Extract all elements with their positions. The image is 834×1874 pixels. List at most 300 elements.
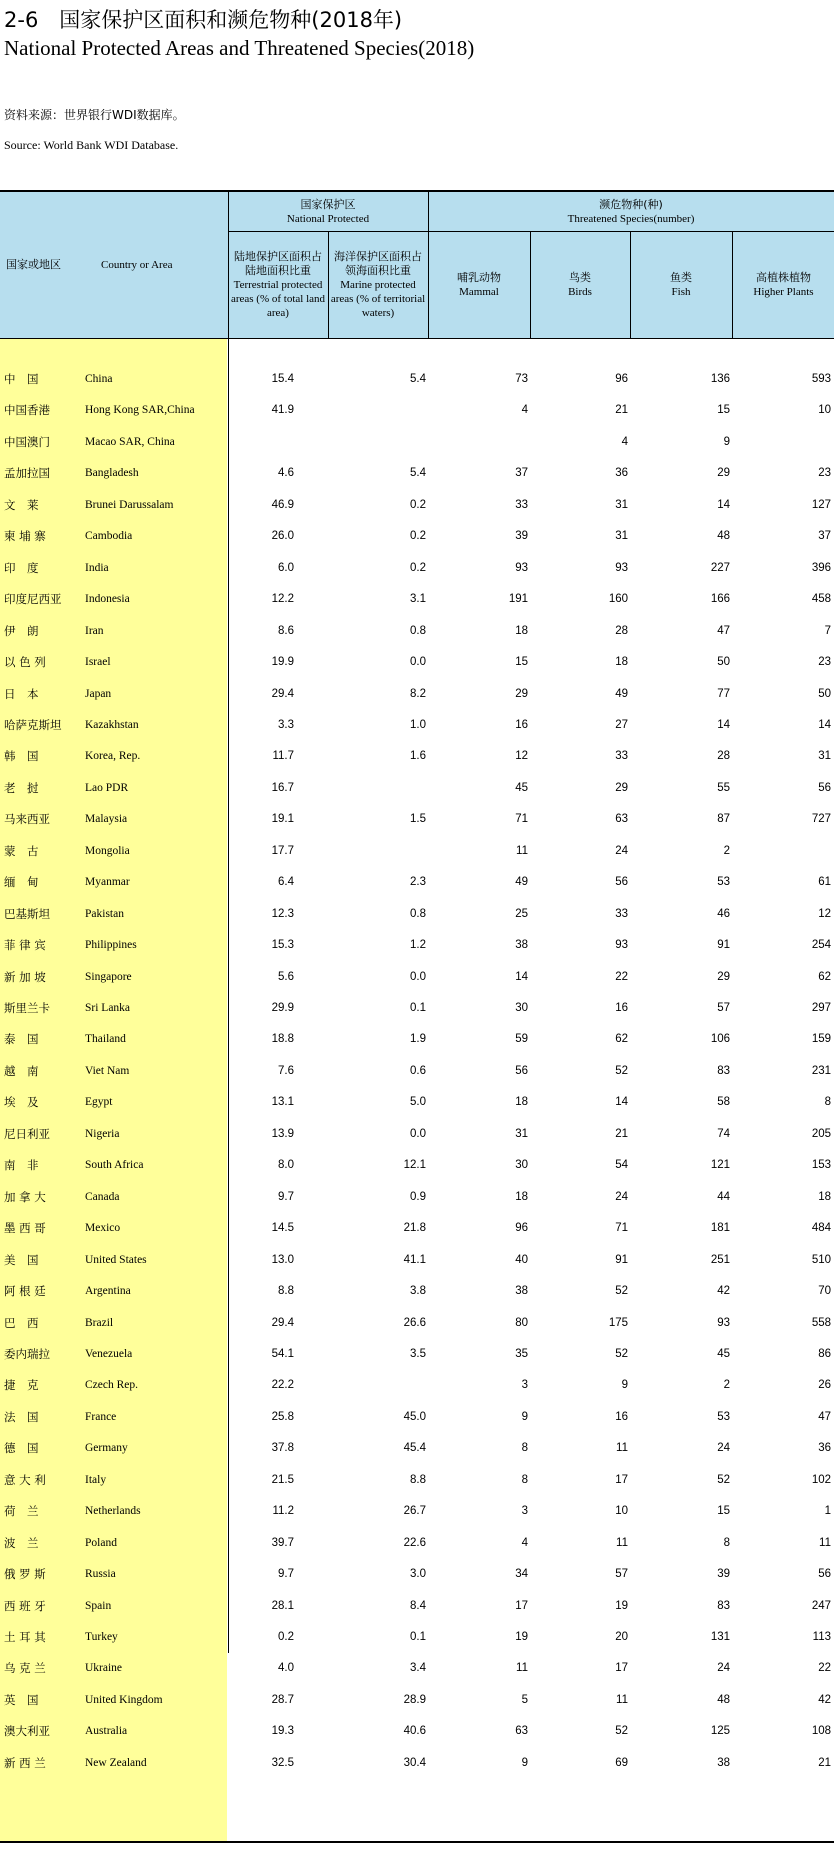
cell-terr: 19.3 <box>271 1725 294 1738</box>
cell-cn: 缅 甸 <box>4 875 39 890</box>
table-row <box>0 1747 834 1779</box>
cell-plants: 510 <box>811 1253 831 1266</box>
table-row <box>0 898 834 930</box>
cell-marine: 0.1 <box>410 1631 426 1643</box>
cell-fish: 42 <box>717 1285 730 1298</box>
cell-fish: 55 <box>717 781 730 794</box>
cell-marine: 45.0 <box>403 1410 426 1423</box>
cell-plants: 484 <box>811 1222 831 1235</box>
cell-en: Venezuela <box>85 1347 133 1360</box>
cell-cn: 澳大利亚 <box>4 1724 50 1739</box>
cell-cn: 南 非 <box>4 1158 39 1173</box>
cell-fish: 29 <box>717 970 730 983</box>
cell-cn: 韩 国 <box>4 749 39 764</box>
cell-marine: 3.5 <box>410 1347 426 1360</box>
table-row <box>0 992 834 1024</box>
cell-fish: 93 <box>717 1316 730 1329</box>
cell-mammal: 29 <box>515 687 528 700</box>
cell-fish: 28 <box>717 750 730 763</box>
cell-birds: 11 <box>616 1693 628 1706</box>
table-row <box>0 457 834 489</box>
cell-birds: 29 <box>615 781 628 794</box>
cell-mammal: 37 <box>515 467 528 480</box>
cell-cn: 墨 西 哥 <box>4 1221 46 1236</box>
cell-marine: 0.9 <box>410 1190 426 1203</box>
cell-plants: 205 <box>811 1127 831 1140</box>
cell-fish: 227 <box>710 561 730 574</box>
cell-terr: 26.0 <box>271 530 294 543</box>
cell-fish: 53 <box>717 1410 730 1423</box>
cell-marine: 0.1 <box>410 1002 426 1014</box>
cell-cn: 新 西 兰 <box>4 1755 46 1770</box>
cell-terr: 29.4 <box>271 687 294 700</box>
cell-fish: 106 <box>710 1033 730 1046</box>
cell-marine: 3.8 <box>410 1285 426 1298</box>
cell-birds: 71 <box>615 1222 628 1235</box>
cell-en: Brazil <box>85 1316 114 1329</box>
cell-birds: 24 <box>615 1190 628 1203</box>
cell-marine: 5.4 <box>410 467 426 480</box>
table-row <box>0 1244 834 1276</box>
table-row <box>0 772 834 804</box>
cell-marine: 30.4 <box>403 1756 426 1769</box>
cell-plants: 37 <box>818 530 831 543</box>
cell-cn: 蒙 古 <box>4 843 39 858</box>
cell-mammal: 49 <box>515 876 528 889</box>
cell-en: Spain <box>85 1599 112 1612</box>
cell-terr: 16.7 <box>271 781 294 794</box>
cell-terr: 12.3 <box>271 907 294 920</box>
cell-marine: 28.9 <box>403 1693 426 1706</box>
header-ts-en: Threatened Species(number) <box>567 212 695 225</box>
cell-marine: 12.1 <box>403 1159 426 1172</box>
cell-en: Mongolia <box>85 844 130 857</box>
cell-fish: 50 <box>717 656 730 669</box>
cell-cn: 印 度 <box>4 560 39 575</box>
cell-en: Poland <box>85 1536 117 1549</box>
cell-terr: 19.1 <box>271 813 294 826</box>
cell-terr: 19.9 <box>271 656 294 669</box>
cell-terr: 6.4 <box>278 876 294 889</box>
cell-en: Korea, Rep. <box>85 750 141 763</box>
cell-fish: 48 <box>717 530 730 543</box>
cell-mammal: 71 <box>515 813 528 826</box>
cell-birds: 31 <box>615 530 628 543</box>
header-mammal-en: Mammal <box>459 286 499 298</box>
cell-mammal: 93 <box>515 561 528 574</box>
cell-fish: 251 <box>710 1253 730 1266</box>
table-row <box>0 583 834 615</box>
cell-marine: 1.0 <box>410 718 426 731</box>
cell-mammal: 18 <box>515 1190 528 1203</box>
cell-mammal: 8 <box>521 1473 528 1486</box>
cell-birds: 27 <box>615 718 628 731</box>
cell-fish: 46 <box>717 907 730 920</box>
cell-cn: 老 挝 <box>4 780 39 795</box>
cell-terr: 15.4 <box>271 373 294 385</box>
cell-marine: 0.0 <box>410 970 426 983</box>
cell-birds: 19 <box>615 1599 628 1612</box>
cell-en: Cambodia <box>85 530 133 543</box>
cell-terr: 37.8 <box>271 1442 294 1455</box>
table-row <box>0 552 834 584</box>
cell-terr: 32.5 <box>271 1756 294 1769</box>
table-row <box>0 961 834 993</box>
cell-en: Kazakhstan <box>85 718 139 731</box>
cell-plants: 102 <box>811 1473 831 1486</box>
cell-plants: 108 <box>811 1725 831 1738</box>
cell-plants: 56 <box>818 1568 831 1581</box>
header-np-cn: 国家保护区 <box>300 197 356 211</box>
cell-birds: 36 <box>615 467 628 480</box>
cell-birds: 4 <box>621 435 628 448</box>
cell-birds: 11 <box>616 1442 628 1455</box>
cell-birds: 63 <box>615 813 628 826</box>
cell-terr: 4.0 <box>278 1662 294 1675</box>
table-row <box>0 520 834 552</box>
cell-cn: 阿 根 廷 <box>4 1284 46 1299</box>
cell-plants: 50 <box>818 687 831 700</box>
cell-marine: 0.2 <box>410 561 426 574</box>
cell-plants: 61 <box>818 876 831 889</box>
cell-fish: 2 <box>723 1379 730 1392</box>
cell-mammal: 11 <box>516 844 528 857</box>
cell-terr: 3.3 <box>278 718 294 731</box>
cell-fish: 121 <box>710 1159 730 1172</box>
cell-fish: 57 <box>717 1002 730 1014</box>
cell-fish: 14 <box>717 498 730 511</box>
cell-plants: 558 <box>811 1316 831 1329</box>
header-terrestrial-en: Terrestrial protected areas (% of total land area) <box>230 279 326 319</box>
cell-mammal: 25 <box>515 907 528 920</box>
cell-fish: 125 <box>710 1725 730 1738</box>
cell-birds: 20 <box>615 1631 628 1643</box>
cell-en: Thailand <box>85 1033 126 1046</box>
cell-en: United States <box>85 1253 147 1266</box>
cell-cn: 泰 国 <box>4 1032 39 1047</box>
cell-fish: 48 <box>717 1693 730 1706</box>
cell-mammal: 8 <box>521 1442 528 1455</box>
cell-fish: 91 <box>717 939 730 952</box>
cell-cn: 加 拿 大 <box>4 1189 46 1204</box>
page-title-chinese: 2-6 国家保护区面积和濒危物种(2018年) <box>4 8 403 32</box>
cell-en: Netherlands <box>85 1505 141 1518</box>
cell-fish: 58 <box>717 1096 730 1109</box>
cell-marine: 26.6 <box>403 1316 426 1329</box>
cell-fish: 24 <box>717 1442 730 1455</box>
cell-terr: 14.5 <box>271 1222 294 1235</box>
header-plants <box>733 232 834 338</box>
cell-birds: 52 <box>615 1725 628 1738</box>
cell-marine: 1.6 <box>410 750 426 763</box>
cell-en: Viet Nam <box>85 1064 130 1077</box>
cell-fish: 44 <box>717 1190 730 1203</box>
cell-cn: 中 国 <box>4 372 39 386</box>
cell-en: France <box>85 1410 117 1423</box>
cell-marine: 22.6 <box>403 1536 426 1549</box>
table-row <box>0 1590 834 1622</box>
cell-cn: 文 莱 <box>4 497 39 512</box>
cell-birds: 69 <box>615 1756 628 1769</box>
cell-marine: 0.2 <box>410 530 426 543</box>
cell-terr: 15.3 <box>271 939 294 952</box>
cell-mammal: 80 <box>515 1316 528 1329</box>
cell-plants: 12 <box>818 907 831 920</box>
header-plants-cn: 高植株植物 <box>756 271 811 284</box>
cell-fish: 181 <box>710 1222 730 1235</box>
cell-birds: 17 <box>615 1662 628 1675</box>
cell-mammal: 18 <box>515 624 528 637</box>
cell-en: Pakistan <box>85 907 124 920</box>
cell-birds: 28 <box>615 624 628 637</box>
header-terrestrial-cn: 陆地保护区面积占陆地面积比重 <box>234 250 322 277</box>
cell-en: Iran <box>85 624 104 637</box>
cell-en: Philippines <box>85 939 137 952</box>
cell-terr: 8.6 <box>278 624 294 637</box>
cell-plants: 10 <box>818 404 831 417</box>
cell-plants: 18 <box>818 1190 831 1203</box>
cell-fish: 9 <box>723 435 730 448</box>
cell-birds: 160 <box>608 593 628 606</box>
cell-en: United Kingdom <box>85 1693 163 1706</box>
header-fish <box>631 232 731 338</box>
table-row <box>0 394 834 426</box>
cell-fish: 29 <box>717 467 730 480</box>
cell-plants: 1 <box>824 1505 831 1518</box>
cell-marine: 45.4 <box>403 1442 426 1455</box>
cell-marine: 0.6 <box>410 1064 426 1077</box>
cell-terr: 21.5 <box>271 1473 294 1486</box>
table-row <box>0 1023 834 1055</box>
cell-terr: 8.8 <box>278 1285 294 1298</box>
cell-plants: 8 <box>824 1096 831 1109</box>
cell-marine: 8.8 <box>410 1473 426 1486</box>
cell-en: New Zealand <box>85 1756 147 1769</box>
cell-en: Sri Lanka <box>85 1002 131 1014</box>
cell-cn: 孟加拉国 <box>4 466 50 481</box>
table-row <box>0 1432 834 1464</box>
cell-cn: 以 色 列 <box>4 655 46 670</box>
cell-plants: 31 <box>818 750 831 763</box>
cell-cn: 印度尼西亚 <box>4 592 62 607</box>
table-row <box>0 740 834 772</box>
table-row <box>0 1715 834 1747</box>
cell-birds: 21 <box>615 1127 628 1140</box>
cell-fish: 77 <box>717 687 730 700</box>
cell-plants: 62 <box>818 970 831 983</box>
cell-marine: 1.2 <box>410 939 426 952</box>
cell-plants: 153 <box>811 1159 831 1172</box>
table-row <box>0 866 834 898</box>
header-country-label <box>0 192 228 338</box>
cell-plants: 297 <box>811 1002 831 1014</box>
cell-fish: 15 <box>717 1505 730 1518</box>
cell-marine: 21.8 <box>403 1222 426 1235</box>
cell-birds: 54 <box>615 1159 628 1172</box>
cell-cn: 荷 兰 <box>4 1504 39 1519</box>
header-mammal-cn: 哺乳动物 <box>457 271 501 284</box>
cell-fish: 166 <box>710 593 730 606</box>
cell-birds: 93 <box>615 561 628 574</box>
cell-cn: 越 南 <box>4 1063 39 1078</box>
cell-marine: 40.6 <box>403 1725 426 1738</box>
cell-fish: 14 <box>717 718 730 731</box>
cell-marine: 1.9 <box>410 1033 426 1046</box>
table-row <box>0 1212 834 1244</box>
cell-cn: 德 国 <box>4 1441 39 1456</box>
cell-mammal: 18 <box>515 1096 528 1109</box>
cell-fish: 45 <box>717 1347 730 1360</box>
cell-birds: 14 <box>615 1096 628 1109</box>
table-row <box>0 1118 834 1150</box>
cell-terr: 25.8 <box>271 1410 294 1423</box>
cell-mammal: 39 <box>515 530 528 543</box>
cell-fish: 2 <box>723 844 730 857</box>
cell-fish: 38 <box>717 1756 730 1769</box>
cell-cn: 英 国 <box>4 1692 39 1707</box>
cell-birds: 24 <box>615 844 628 857</box>
header-birds-en: Birds <box>568 286 592 298</box>
cell-terr: 4.6 <box>278 467 294 480</box>
cell-terr: 0.2 <box>278 1631 294 1643</box>
cell-plants: 42 <box>818 1693 831 1706</box>
cell-en: Myanmar <box>85 876 130 889</box>
cell-terr: 13.9 <box>271 1127 294 1140</box>
header-np-label <box>228 192 428 231</box>
page-title-english: National Protected Areas and Threatened Species(2018) <box>4 36 475 60</box>
cell-en: Hong Kong SAR,China <box>85 404 195 417</box>
cell-plants: 458 <box>811 593 831 606</box>
cell-mammal: 45 <box>515 781 528 794</box>
cell-mammal: 59 <box>515 1033 528 1046</box>
cell-terr: 6.0 <box>278 561 294 574</box>
cell-birds: 16 <box>615 1002 628 1014</box>
cell-birds: 175 <box>608 1316 628 1329</box>
cell-mammal: 191 <box>508 593 528 606</box>
table-row <box>0 1621 834 1653</box>
source-note-english: Source: World Bank WDI Database. <box>4 138 179 152</box>
cell-plants: 7 <box>824 624 831 637</box>
cell-plants: 26 <box>818 1379 831 1392</box>
table-row <box>0 1464 834 1496</box>
cell-terr: 41.9 <box>271 404 294 417</box>
cell-en: Turkey <box>85 1631 118 1643</box>
cell-mammal: 12 <box>515 750 528 763</box>
cell-en: Brunei Darussalam <box>85 498 174 511</box>
cell-terr: 18.8 <box>271 1033 294 1046</box>
cell-mammal: 5 <box>521 1693 528 1706</box>
table-row <box>0 1558 834 1590</box>
source-note-chinese: 资料来源：世界银行WDI数据库。 <box>4 108 185 122</box>
cell-plants: 14 <box>818 718 831 731</box>
cell-en: Mexico <box>85 1222 121 1235</box>
cell-birds: 10 <box>615 1505 628 1518</box>
cell-en: Australia <box>85 1725 128 1738</box>
cell-fish: 8 <box>723 1536 730 1549</box>
cell-en: China <box>85 373 113 385</box>
cell-mammal: 3 <box>521 1505 528 1518</box>
cell-terr: 22.2 <box>271 1379 294 1392</box>
cell-mammal: 4 <box>521 404 528 417</box>
header-mammal <box>429 232 529 338</box>
table-row <box>0 646 834 678</box>
table-row <box>0 1275 834 1307</box>
table-row <box>0 835 834 867</box>
cell-cn: 巴基斯坦 <box>4 906 50 921</box>
cell-cn: 乌 克 兰 <box>4 1661 46 1676</box>
header-ts-cn: 濒危物种(种) <box>599 197 663 211</box>
cell-terr: 28.1 <box>271 1599 294 1612</box>
cell-cn: 哈萨克斯坦 <box>4 717 62 732</box>
cell-marine: 0.8 <box>410 624 426 637</box>
cell-cn: 伊 朗 <box>4 623 39 638</box>
table-row <box>0 1652 834 1684</box>
cell-birds: 31 <box>615 498 628 511</box>
cell-birds: 56 <box>615 876 628 889</box>
cell-terr: 11.7 <box>272 750 294 763</box>
cell-terr: 13.0 <box>271 1253 294 1266</box>
table-row <box>0 489 834 521</box>
cell-fish: 39 <box>717 1568 730 1581</box>
cell-mammal: 30 <box>515 1002 528 1014</box>
cell-birds: 96 <box>615 373 628 385</box>
cell-en: Bangladesh <box>85 467 139 480</box>
cell-en: India <box>85 561 109 574</box>
cell-mammal: 19 <box>515 1631 528 1643</box>
cell-terr: 7.6 <box>278 1064 294 1077</box>
cell-plants: 247 <box>811 1599 831 1612</box>
table-row <box>0 1181 834 1213</box>
cell-terr: 9.7 <box>278 1190 294 1203</box>
cell-birds: 62 <box>615 1033 628 1046</box>
cell-en: Macao SAR, China <box>85 435 175 448</box>
header-fish-cn: 鱼类 <box>670 271 692 284</box>
cell-terr: 29.9 <box>271 1002 294 1014</box>
header-marine-en: Marine protected areas (% of territorial waters) <box>330 279 426 319</box>
cell-cn: 斯里兰卡 <box>4 1001 50 1015</box>
cell-cn: 中国香港 <box>4 403 50 418</box>
cell-birds: 21 <box>615 404 628 417</box>
cell-mammal: 56 <box>515 1064 528 1077</box>
cell-marine: 26.7 <box>403 1505 426 1518</box>
cell-en: Argentina <box>85 1285 131 1298</box>
cell-fish: 47 <box>717 624 730 637</box>
cell-birds: 33 <box>615 907 628 920</box>
cell-cn: 西 班 牙 <box>4 1598 46 1613</box>
cell-marine: 41.1 <box>403 1253 426 1266</box>
cell-mammal: 31 <box>515 1127 528 1140</box>
table-row <box>0 1338 834 1370</box>
cell-terr: 12.2 <box>271 593 294 606</box>
cell-terr: 46.9 <box>271 498 294 511</box>
cell-cn: 土 耳 其 <box>4 1630 46 1644</box>
cell-cn: 俄 罗 斯 <box>4 1567 46 1582</box>
cell-mammal: 9 <box>521 1410 528 1423</box>
cell-mammal: 96 <box>515 1222 528 1235</box>
cell-mammal: 73 <box>515 373 528 385</box>
cell-cn: 菲 律 宾 <box>4 938 46 953</box>
cell-fish: 131 <box>710 1631 730 1643</box>
cell-marine: 8.2 <box>410 687 426 700</box>
cell-terr: 9.7 <box>278 1568 294 1581</box>
cell-marine: 5.4 <box>410 373 426 385</box>
header-terrestrial <box>229 232 327 338</box>
cell-marine: 2.3 <box>410 876 426 889</box>
cell-fish: 24 <box>717 1662 730 1675</box>
table-row <box>0 1149 834 1181</box>
cell-plants: 159 <box>811 1033 831 1046</box>
cell-fish: 136 <box>710 373 730 385</box>
